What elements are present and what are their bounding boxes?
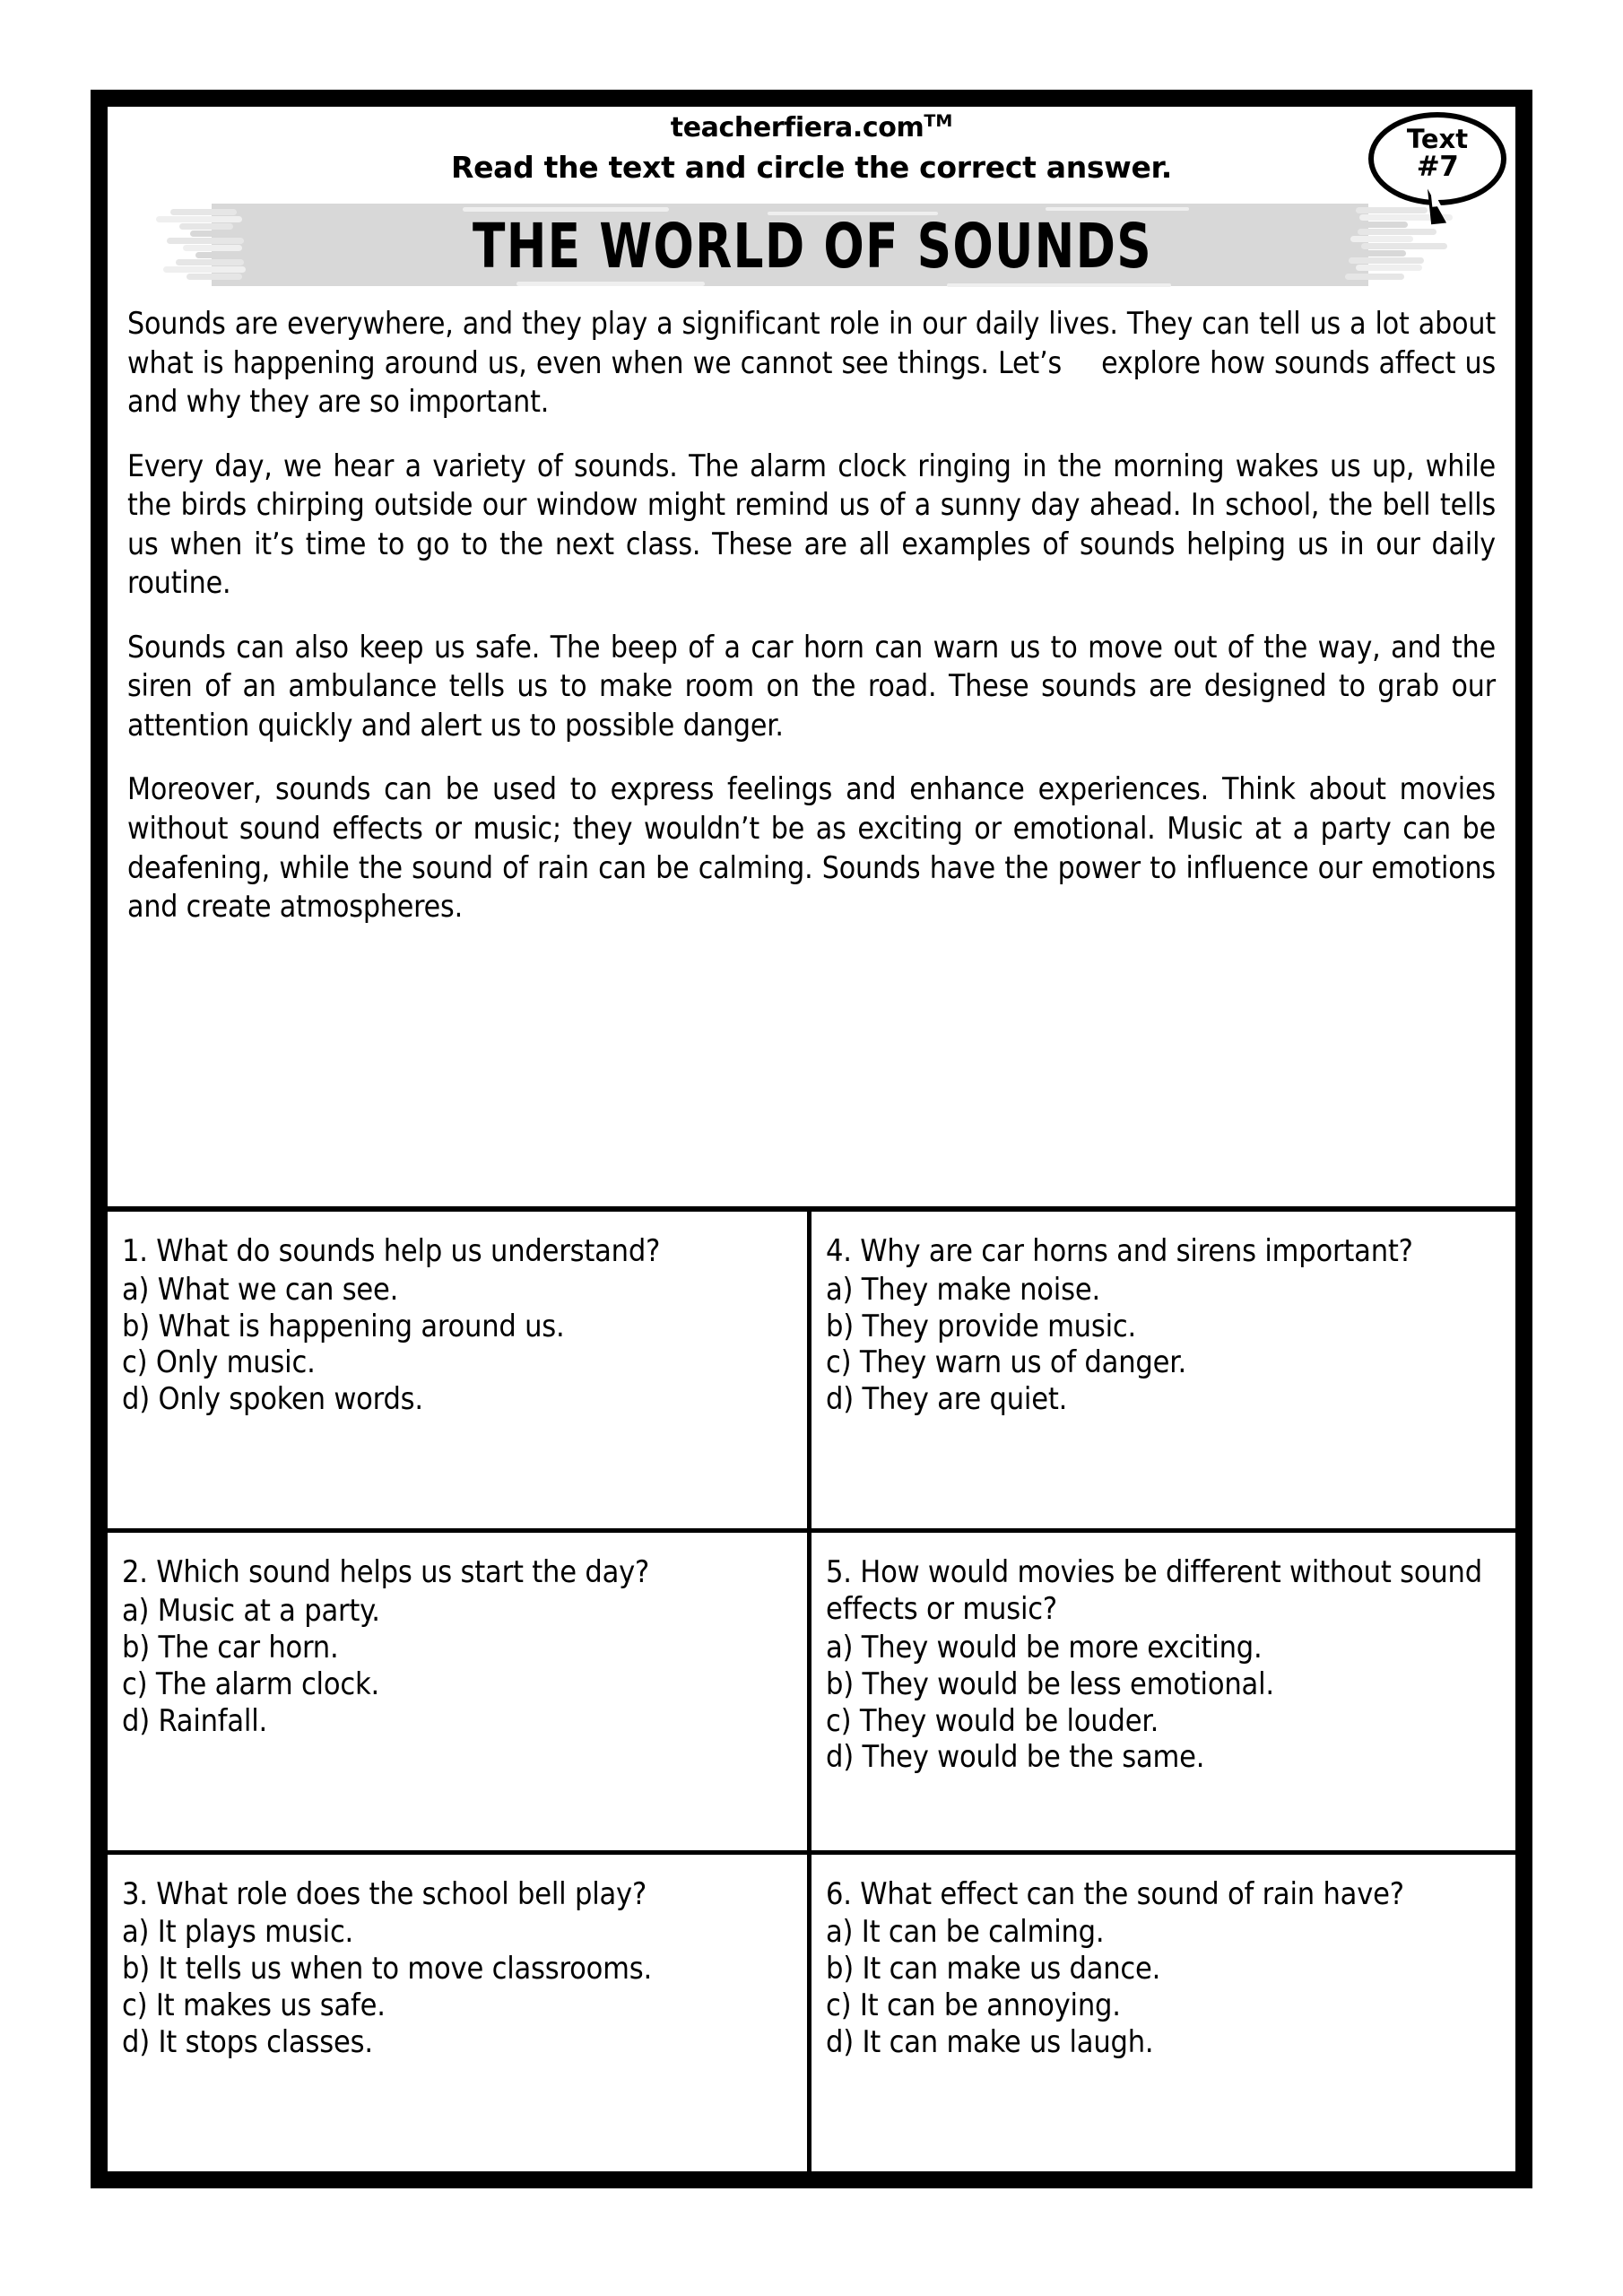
- question-3-option-d[interactable]: d) It stops classes.: [122, 2023, 373, 2060]
- question-2-option-d[interactable]: d) Rainfall.: [122, 1702, 268, 1739]
- question-3-option-b[interactable]: b) It tells us when to move classrooms.: [122, 1951, 653, 1987]
- question-grid: [108, 1212, 1515, 2171]
- question-5-option-c[interactable]: c) They would be louder.: [826, 1702, 1159, 1739]
- badge-label: Text: [1406, 124, 1469, 154]
- brand-name: [108, 111, 1515, 144]
- paragraph-1-part-1: Sounds are everywhere, and they play a significant role in our daily lives. They can tell us a lot about what is happening around us, even when we cannot see things. Let’s: [127, 306, 1496, 380]
- question-row-2: [108, 1533, 1515, 1854]
- passage-paragraph-4: Moreover, sounds can be used to express feelings and enhance experiences. Think about movies without sound effects or music; they wouldn’t be as exciting or emotional. Music at a party can be deafening, while the sound of rain can be calming. Sounds have the power to influence our emotions and create atmospheres.: [127, 771, 1496, 925]
- passage-paragraph-3: Sounds can also keep us safe. The beep of a car horn can warn us to move out of the way, and the siren of an ambulance tells us to make room on the road. These sounds are designed to grab our attention quickly and alert us to possible danger.: [127, 629, 1496, 743]
- question-3-option-c[interactable]: c) It makes us safe.: [122, 1987, 386, 2024]
- text-number-badge: [1368, 112, 1506, 222]
- speech-bubble-tail-inner: [1430, 183, 1447, 207]
- question-cell-6: [812, 1855, 1515, 2171]
- paragraph-1-part-2: explore how sounds affect us and why they are so important.: [127, 344, 1496, 420]
- reading-passage: [108, 304, 1515, 926]
- question-cell-4: [812, 1212, 1515, 1528]
- question-1-prompt: 1. What do sounds help us understand?: [122, 1233, 661, 1269]
- question-cell-3: [108, 1855, 812, 2171]
- question-3-option-a[interactable]: a) It plays music.: [122, 1914, 354, 1951]
- question-2-prompt: 2. Which sound helps us start the day?: [122, 1554, 650, 1591]
- question-cell-1: [108, 1212, 812, 1528]
- page-title: THE WORLD OF SOUNDS: [472, 211, 1153, 283]
- question-1-option-a[interactable]: a) What we can see.: [122, 1271, 399, 1308]
- question-3-prompt: 3. What role does the school bell play?: [122, 1875, 647, 1912]
- question-4-option-d[interactable]: d) They are quiet.: [826, 1381, 1068, 1418]
- passage-paragraph-1: [127, 304, 1496, 422]
- question-2-option-c[interactable]: c) The alarm clock.: [122, 1665, 380, 1702]
- question-1-option-c[interactable]: c) Only music.: [122, 1344, 316, 1381]
- question-5-option-a[interactable]: a) They would be more exciting.: [826, 1629, 1263, 1665]
- badge-number: #7: [1416, 150, 1459, 183]
- instruction-line: Read the text and circle the correct answer.: [450, 150, 1173, 185]
- question-5-prompt: 5. How would movies be different without sound effects or music?: [826, 1554, 1482, 1628]
- question-6-option-d[interactable]: d) It can make us laugh.: [826, 2023, 1154, 2060]
- brand-name-text: teacherfiera.com: [670, 112, 924, 144]
- title-banner: [140, 196, 1485, 297]
- question-4-option-c[interactable]: c) They warn us of danger.: [826, 1344, 1186, 1381]
- question-5-option-b[interactable]: b) They would be less emotional.: [826, 1665, 1274, 1702]
- passage-paragraph-2: Every day, we hear a variety of sounds. The alarm clock ringing in the morning wakes us up, while the birds chirping outside our window might remind us of a sunny day ahead. In school, the bell tells us when it’s time to go to the next class. These are all examples of sounds helping us in our daily routine.: [127, 448, 1496, 601]
- question-cell-5: [812, 1533, 1515, 1849]
- question-row-1: [108, 1212, 1515, 1533]
- question-2-option-a[interactable]: a) Music at a party.: [122, 1593, 380, 1630]
- trademark-symbol: TM: [924, 111, 953, 131]
- question-1-option-d[interactable]: d) Only spoken words.: [122, 1381, 423, 1418]
- question-2-option-b[interactable]: b) The car horn.: [122, 1629, 339, 1665]
- badge-text: [1368, 126, 1506, 181]
- question-6-option-a[interactable]: a) It can be calming.: [826, 1914, 1105, 1951]
- question-row-3: [108, 1855, 1515, 2171]
- question-6-option-c[interactable]: c) It can be annoying.: [826, 1987, 1121, 2024]
- question-4-prompt: 4. Why are car horns and sirens important?: [826, 1233, 1413, 1269]
- question-6-option-b[interactable]: b) It can make us dance.: [826, 1951, 1161, 1987]
- question-4-option-a[interactable]: a) They make noise.: [826, 1271, 1100, 1308]
- question-4-option-b[interactable]: b) They provide music.: [826, 1308, 1137, 1344]
- question-1-option-b[interactable]: b) What is happening around us.: [122, 1308, 565, 1344]
- question-cell-2: [108, 1533, 812, 1849]
- question-5-option-d[interactable]: d) They would be the same.: [826, 1739, 1205, 1776]
- worksheet-frame: [91, 90, 1532, 2188]
- question-6-prompt: 6. What effect can the sound of rain have?: [826, 1875, 1404, 1912]
